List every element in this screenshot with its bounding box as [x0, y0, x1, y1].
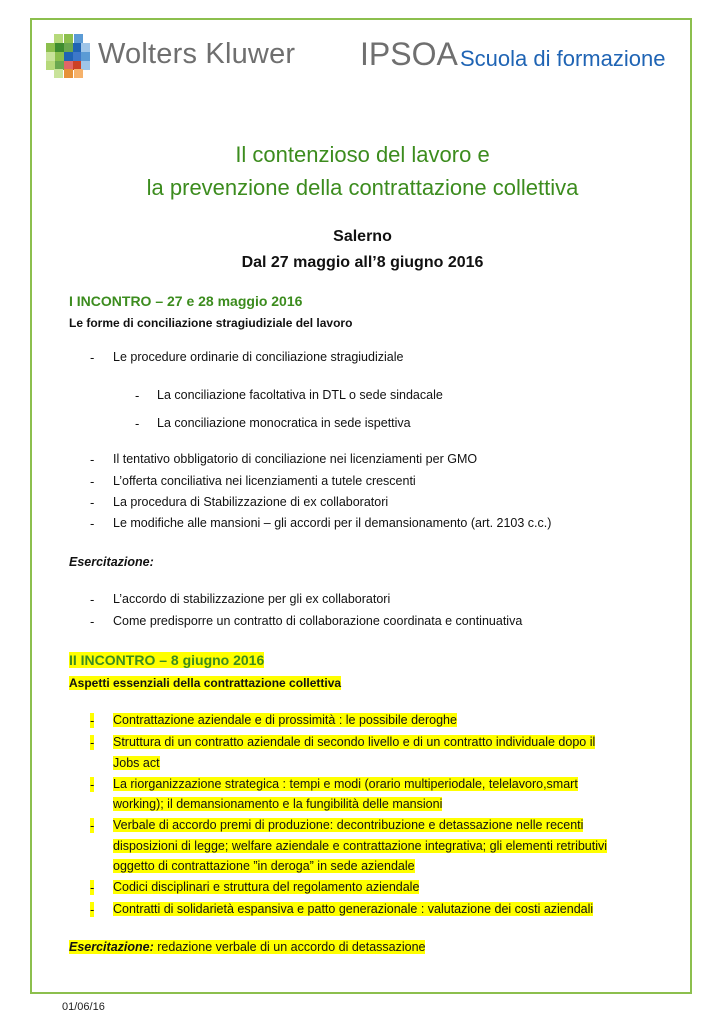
- sub-list-item: La conciliazione monocratica in sede ispettiva: [157, 416, 411, 430]
- bullet-dash: -: [90, 592, 95, 607]
- bullet-dash: -: [135, 388, 140, 403]
- brand-ipsoa: IPSOA: [360, 36, 458, 72]
- section2-subheading: Aspetti essenziali della contrattazione collettiva: [69, 676, 342, 690]
- list-item: Contratti di solidarietà espansiva e patto generazionale : valutazione dei costi aziendali: [113, 902, 594, 916]
- exercise-item: L’accordo di stabilizzazione per gli ex collaboratori: [113, 592, 391, 606]
- bullet-dash: -: [135, 416, 140, 431]
- section2-heading: II INCONTRO – 8 giugno 2016: [69, 652, 265, 668]
- list-item-continuation: working); il demansionamento e la fungibilità delle mansioni: [113, 797, 443, 811]
- brand-wolters-kluwer: Wolters Kluwer: [98, 38, 296, 70]
- list-item: Contrattazione aziendale e di prossimità : le possibile deroghe: [113, 713, 457, 727]
- section1-exercise-label: Esercitazione:: [69, 555, 154, 569]
- course-title-line1: Il contenzioso del lavoro e: [235, 142, 490, 167]
- section1-subheading: Le forme di conciliazione stragiudiziale del lavoro: [69, 316, 353, 330]
- list-item: Le modifiche alle mansioni – gli accordi per il demansionamento (art. 2103 c.c.): [113, 516, 552, 530]
- bullet-dash: -: [90, 452, 95, 467]
- list-item: Le procedure ordinarie di conciliazione stragiudiziale: [113, 350, 404, 364]
- section1-heading: I INCONTRO – 27 e 28 maggio 2016: [69, 293, 303, 309]
- bullet-dash: -: [90, 735, 95, 750]
- bullet-dash: -: [90, 713, 95, 728]
- list-item-continuation: disposizioni di legge; welfare aziendale e contrattazione integrativa; gli elementi retributivi: [113, 839, 608, 853]
- brand-scuola-di-formazione: Scuola di formazione: [460, 46, 666, 71]
- section2-exercise-text: redazione verbale di un accordo di detassazione: [157, 940, 426, 954]
- exercise-item: Come predisporre un contratto di collaborazione coordinata e continuativa: [113, 614, 523, 628]
- bullet-dash: -: [90, 902, 95, 917]
- list-item-continuation: Jobs act: [113, 756, 160, 770]
- course-title-line2: la prevenzione della contrattazione collettiva: [146, 175, 579, 200]
- course-city: Salerno: [333, 228, 392, 245]
- list-item: Struttura di un contratto aziendale di secondo livello e di un contratto individuale dopo il: [113, 735, 596, 749]
- list-item: Verbale di accordo premi di produzione: decontribuzione e detassazione nelle recenti: [113, 818, 584, 832]
- sub-list-item: La conciliazione facoltativa in DTL o sede sindacale: [157, 388, 443, 402]
- bullet-dash: -: [90, 516, 95, 531]
- bullet-dash: -: [90, 495, 95, 510]
- course-dates: Dal 27 maggio all’8 giugno 2016: [241, 254, 484, 271]
- bullet-dash: -: [90, 350, 95, 365]
- section2-exercise: [69, 940, 425, 954]
- bullet-dash: -: [90, 818, 95, 833]
- footer-date: 01/06/16: [62, 1001, 105, 1013]
- list-item-continuation: oggetto di contrattazione ”in deroga” in sede aziendale: [113, 859, 415, 873]
- wolters-kluwer-logo-icon: [46, 34, 90, 78]
- bullet-dash: -: [90, 614, 95, 629]
- list-item: L’offerta conciliativa nei licenziamenti a tutele crescenti: [113, 474, 416, 488]
- bullet-dash: -: [90, 880, 95, 895]
- section2-exercise-label: Esercitazione:: [69, 940, 154, 954]
- list-item: Codici disciplinari e struttura del regolamento aziendale: [113, 880, 420, 894]
- bullet-dash: -: [90, 474, 95, 489]
- bullet-dash: -: [90, 777, 95, 792]
- list-item: Il tentativo obbligatorio di conciliazione nei licenziamenti per GMO: [113, 452, 478, 466]
- list-item: La riorganizzazione strategica : tempi e modi (orario multiperiodale, telelavoro,smart: [113, 777, 578, 791]
- list-item: La procedura di Stabilizzazione di ex collaboratori: [113, 495, 389, 509]
